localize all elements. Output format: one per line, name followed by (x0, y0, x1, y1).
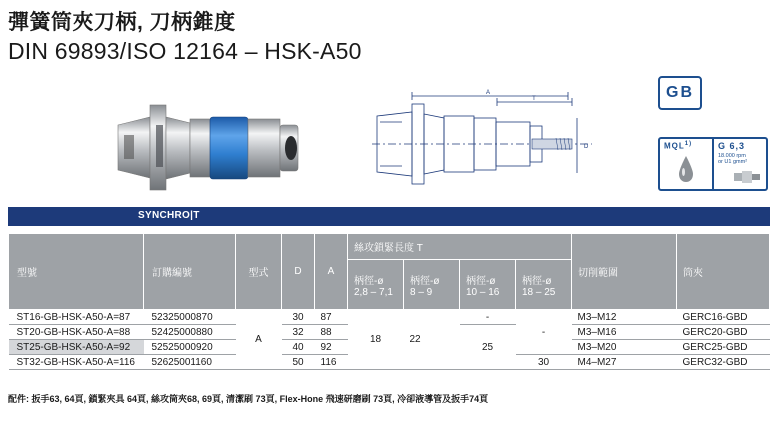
header-tapping-length: 絲攻鎖緊長度 T (348, 234, 572, 260)
cell-a: 116 (315, 355, 348, 370)
cell-d: 30 (282, 310, 315, 325)
header-shank-3: 柄徑-ø 10 – 16 (460, 260, 516, 310)
cell-t1: 18 (348, 310, 404, 370)
cell-type: A (236, 310, 282, 370)
cell-model: ST20-GB-HSK-A50-A=88 (9, 325, 144, 340)
spec-icons-panel (658, 137, 768, 191)
header-shank-2: 柄徑-ø 8 – 9 (404, 260, 460, 310)
cell-d: 50 (282, 355, 315, 370)
gb-badge: GB (658, 76, 702, 110)
panel-divider (712, 139, 714, 189)
cell-collet: GERC20-GBD (677, 325, 770, 340)
cell-t3-dash: - (460, 310, 516, 325)
tool-holder-image (110, 95, 315, 200)
label-t: T (532, 96, 536, 102)
cell-cutting-range: M3–M16 (572, 325, 677, 340)
cell-collet: GERC16-GBD (677, 310, 770, 325)
cell-model: ST25-GB-HSK-A50-A=92 (9, 340, 144, 355)
header-shank-4: 柄徑-ø 18 – 25 (516, 260, 572, 310)
cell-cutting-range: M4–M27 (572, 355, 677, 370)
table-row (9, 310, 770, 325)
cell-d: 32 (282, 325, 315, 340)
coolant-drop-icon (678, 155, 694, 183)
cell-order-no: 52425000880 (144, 325, 236, 340)
balance-rpm-label: 18.000 rpm or U1 gmm² (718, 153, 748, 165)
cell-model: ST32-GB-HSK-A50-A=116 (9, 355, 144, 370)
label-a: A (485, 90, 491, 96)
header-a: A (315, 234, 348, 310)
cell-a: 87 (315, 310, 348, 325)
header-type: 型式 (236, 234, 282, 310)
header-model: 型號 (9, 234, 144, 310)
header-shank-1: 柄徑-ø 2,8 – 7,1 (348, 260, 404, 310)
accessories-note: 配件: 扳手63, 64頁, 鎖緊夾具 64頁, 絲攻筒夾68, 69頁, 清潔刷 73頁, Flex-Hone 飛速研磨刷 73頁, 冷卻液導管及扳手74頁 (8, 394, 489, 404)
cell-model: ST16-GB-HSK-A50-A=87 (9, 310, 144, 325)
page-title: 彈簧筒夾刀柄, 刀柄錐度 (8, 11, 236, 34)
cell-t3: 25 (460, 325, 516, 370)
cell-collet: GERC32-GBD (677, 355, 770, 370)
cell-a: 88 (315, 325, 348, 340)
cell-cutting-range: M3–M20 (572, 340, 677, 355)
technical-drawing (372, 88, 612, 192)
cell-d: 40 (282, 340, 315, 355)
cell-t2: 22 (404, 310, 460, 370)
page-subtitle: DIN 69893/ISO 12164 – HSK-A50 (8, 38, 362, 64)
balance-holder-icon (734, 170, 760, 184)
cell-order-no: 52525000920 (144, 340, 236, 355)
cell-order-no: 52625001160 (144, 355, 236, 370)
cell-a: 92 (315, 340, 348, 355)
header-order-no: 訂購編號 (144, 234, 236, 310)
cell-t4: 30 (516, 355, 572, 370)
header-collet: 筒夾 (677, 234, 770, 310)
product-line-band (8, 207, 770, 226)
product-line-label: SYNCHRO|T (138, 210, 200, 221)
label-d: D (584, 144, 589, 150)
cell-cutting-range: M3–M12 (572, 310, 677, 325)
balance-grade-label: G 6,3 (718, 141, 746, 151)
header-d: D (282, 234, 315, 310)
spec-table (8, 233, 770, 370)
cell-collet: GERC25-GBD (677, 340, 770, 355)
cell-t4-dash: - (516, 310, 572, 355)
header-cutting-range: 切削範圍 (572, 234, 677, 310)
mql-label: MQL$^{1)}$ (664, 141, 693, 151)
cell-order-no: 52325000870 (144, 310, 236, 325)
